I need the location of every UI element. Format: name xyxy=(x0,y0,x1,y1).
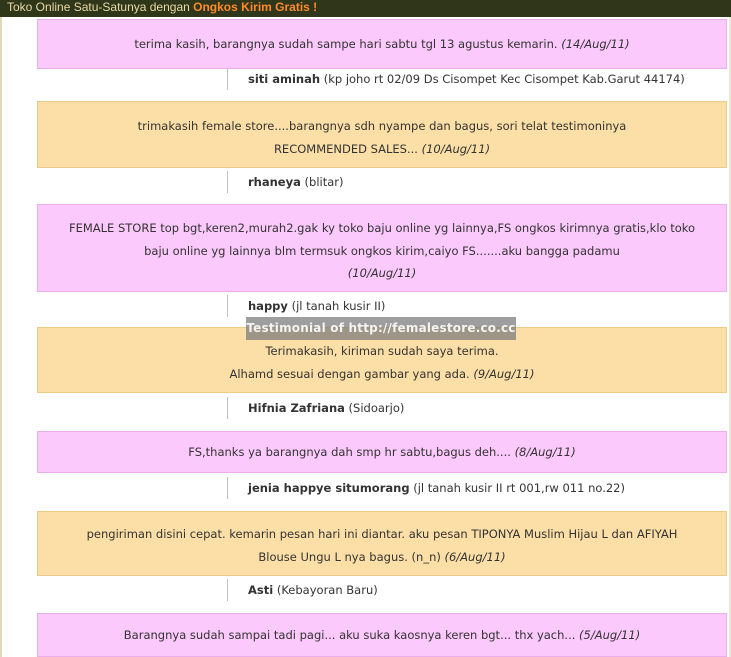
author-location: (kp joho rt 02/09 Ds Cisompet Kec Cisompet Kab.Garut 44174) xyxy=(323,72,685,86)
testimonial-bubble xyxy=(37,101,727,168)
author-name: jenia happye situmorang xyxy=(248,481,410,495)
testimonial-author xyxy=(227,295,385,317)
testimonial-date: (10/Aug/11) xyxy=(421,141,491,156)
top-banner xyxy=(0,0,731,17)
testimonial-text: Alhamd sesuai dengan gambar yang ada. xyxy=(229,366,470,381)
testimonial-text: baju online yg lainnya blm termsuk ongkos kirim,caiyo FS.......aku bangga padamu xyxy=(144,243,620,258)
testimonial-date: (9/Aug/11) xyxy=(473,366,535,381)
banner-promo: Ongkos Kirim Gratis ! xyxy=(193,0,318,14)
author-name: siti aminah xyxy=(248,72,321,86)
banner-text: Toko Online Satu-Satunya dengan xyxy=(7,0,194,14)
author-name: happy xyxy=(248,299,288,313)
author-name: Asti xyxy=(248,583,274,597)
testimonial-bubble xyxy=(37,431,727,473)
testimonial-text: Terimakasih, kiriman sudah saya terima. xyxy=(265,344,499,358)
author-location: (Sidoarjo) xyxy=(348,401,405,415)
testimonial-author xyxy=(227,397,404,419)
author-name: rhaneya xyxy=(248,175,301,189)
testimonial-text: FS,thanks ya barangnya dah smp hr sabtu,bagus deh.... xyxy=(188,445,511,459)
testimonial-text: terima kasih, barangnya sudah sampe hari sabtu tgl 13 agustus kemarin. xyxy=(134,37,558,51)
testimonial-date: (6/Aug/11) xyxy=(444,549,506,564)
author-name: Hifnia Zafriana xyxy=(248,401,345,415)
testimonial-text: Blouse Ungu L nya bagus. (n_n) xyxy=(258,549,441,564)
testimonial-author xyxy=(227,68,685,90)
testimonial-bubble xyxy=(37,511,727,576)
testimonial-date: (14/Aug/11) xyxy=(561,37,630,51)
testimonial-bubble xyxy=(37,204,727,292)
testimonial-date: (5/Aug/11) xyxy=(579,628,641,642)
testimonial-bubble xyxy=(37,613,727,657)
author-location: (jl tanah kusir II) xyxy=(291,299,386,313)
left-border xyxy=(0,17,2,657)
testimonial-bubble xyxy=(37,19,727,69)
testimonial-text: RECOMMENDED SALES... xyxy=(273,141,418,156)
author-location: (Kebayoran Baru) xyxy=(276,583,378,597)
testimonial-date: (10/Aug/11) xyxy=(347,266,417,280)
author-location: (jl tanah kusir II rt 001,rw 011 no.22) xyxy=(413,481,625,495)
testimonial-text: Barangnya sudah sampai tadi pagi... aku suka kaosnya keren bgt... thx yach... xyxy=(123,628,576,642)
testimonial-author xyxy=(227,171,343,193)
testimonial-text: pengiriman disini cepat. kemarin pesan hari ini diantar. aku pesan TIPONYA Muslim Hijau L dan AFIYAH xyxy=(86,527,678,541)
testimonial-author xyxy=(227,477,625,499)
testimonial-date: (8/Aug/11) xyxy=(514,445,576,459)
testimonial-text: trimakasih female store....barangnya sdh nyampe dan bagus, sori telat testimoninya xyxy=(137,119,627,133)
watermark: Testimonial of http://femalestore.co.cc xyxy=(246,317,516,340)
author-location: (blitar) xyxy=(304,175,344,189)
testimonial-text: FEMALE STORE top bgt,keren2,murah2.gak ky toko baju online yg lainnya,FS ongkos kirimnya gratis,klo toko xyxy=(68,221,696,235)
testimonial-author xyxy=(227,579,378,601)
